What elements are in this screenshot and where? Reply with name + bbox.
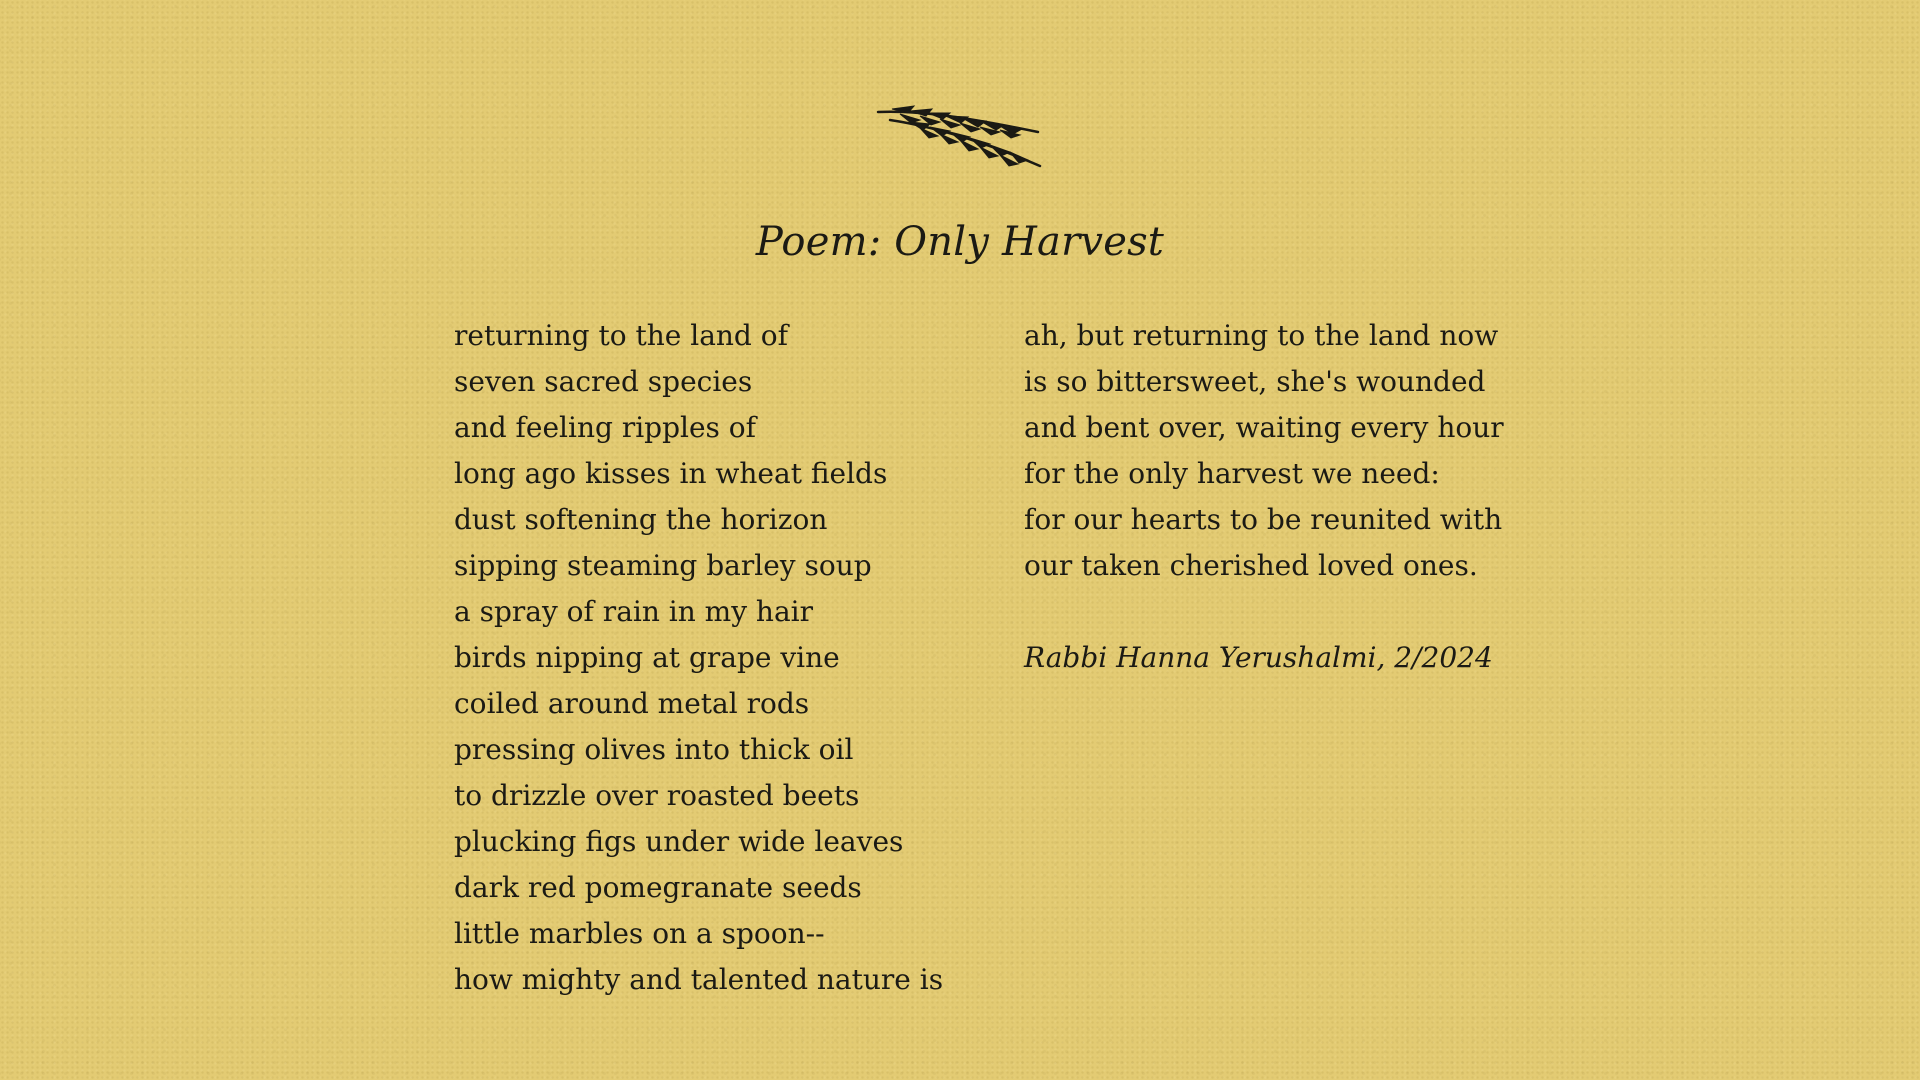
poem-line: sipping steaming barley soup bbox=[454, 549, 872, 582]
poem-line: dark red pomegranate seeds bbox=[454, 871, 862, 904]
poem-line: pressing olives into thick oil bbox=[454, 733, 854, 766]
poem-stanza-right bbox=[1024, 313, 1504, 589]
poem-line: to drizzle over roasted beets bbox=[454, 779, 860, 812]
poem-line: birds nipping at grape vine bbox=[454, 641, 840, 674]
poem-line: our taken cherished loved ones. bbox=[1024, 549, 1478, 582]
poem-line: and bent over, waiting every hour bbox=[1024, 411, 1504, 444]
poem-line: a spray of rain in my hair bbox=[454, 595, 813, 628]
poem-line: dust softening the horizon bbox=[454, 503, 828, 536]
poem-line: seven sacred species bbox=[454, 365, 753, 398]
wheat-sprig-icon bbox=[870, 100, 1050, 180]
poem-line: for our hearts to be reunited with bbox=[1024, 503, 1503, 536]
poem-line: coiled around metal rods bbox=[454, 687, 810, 720]
poem-line: returning to the land of bbox=[454, 319, 788, 352]
poem-line: long ago kisses in wheat fields bbox=[454, 457, 888, 490]
poem-title: Poem: Only Harvest bbox=[755, 219, 1165, 265]
poem-stanza-left bbox=[454, 313, 943, 1003]
poem-line: and feeling ripples of bbox=[454, 411, 757, 444]
poem-line: how mighty and talented nature is bbox=[454, 963, 944, 996]
poem-line: ah, but returning to the land now bbox=[1024, 319, 1499, 352]
poem-line: little marbles on a spoon-- bbox=[454, 917, 825, 950]
poem-line: for the only harvest we need: bbox=[1024, 457, 1440, 490]
poem-line: plucking figs under wide leaves bbox=[454, 825, 904, 858]
poem-line: is so bittersweet, she's wounded bbox=[1024, 365, 1486, 398]
author-signature: Rabbi Hanna Yerushalmi, 2/2024 bbox=[1024, 641, 1493, 674]
